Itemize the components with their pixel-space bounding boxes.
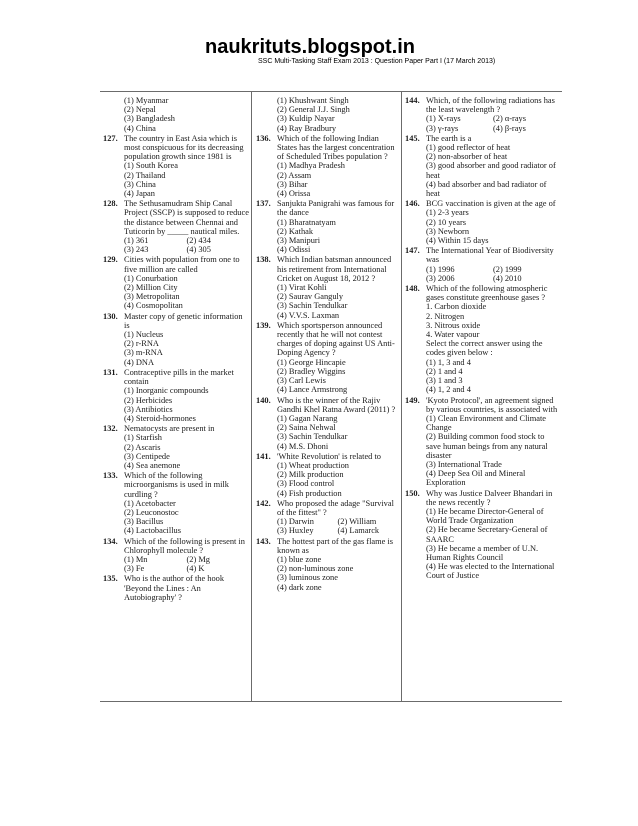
answer-option: (3) Sachin Tendulkar: [277, 301, 348, 311]
option-list: [405, 114, 560, 132]
answer-option: (3) Metropolitan: [124, 292, 180, 302]
answer-option: (1) Inorganic compounds: [124, 386, 209, 396]
question-block: [405, 284, 560, 394]
answer-option: (2) Assam: [277, 170, 312, 180]
question-head: [405, 396, 560, 414]
answer-option: (2) non-absorber of heat: [426, 152, 508, 162]
answer-option: (1) Clean Environment and Climate Change: [426, 413, 547, 433]
question-head: [103, 199, 249, 236]
answer-option: (3) 2006: [426, 273, 455, 283]
answer-option: (3) m-RNA: [124, 348, 163, 358]
select-instruction: Select the correct answer using the codes given below :: [426, 339, 543, 358]
question-block: [256, 255, 398, 319]
answer-option: 3. Nitrous oxide: [426, 320, 481, 330]
question-block: [256, 199, 398, 254]
answer-option: (3) Huxley: [277, 526, 314, 536]
option-list: [256, 517, 398, 535]
question-block: [256, 452, 398, 498]
answer-option: (2) Bradley Wiggins: [277, 366, 346, 376]
question-head: [405, 489, 560, 507]
answer-option: (1) Wheat production: [277, 460, 349, 470]
answer-option: (4) Cosmopolitan: [124, 301, 183, 311]
question-text: Who is the winner of the Rajiv Gandhi Khel Ratna Award (2011) ?: [277, 395, 396, 414]
option-list: [103, 499, 249, 536]
question-head: [256, 199, 398, 217]
question-number: 150.: [405, 488, 420, 498]
answer-option: (3) Flood control: [277, 479, 335, 489]
answer-option: (3) Bacillus: [124, 517, 164, 527]
answer-option: (2) non-luminous zone: [277, 564, 354, 574]
option-list: [103, 433, 249, 470]
answer-option: (3) He became a member of U.N. Human Rights Council: [426, 543, 539, 562]
option-list: [405, 143, 560, 198]
question-block: [103, 134, 249, 198]
answer-option: (4) dark zone: [277, 582, 322, 592]
question-block: [256, 96, 398, 133]
answer-option: (3) Fe: [124, 564, 145, 574]
option-row: [277, 517, 398, 526]
answer-option: (2) r-RNA: [124, 339, 159, 349]
answer-option: (1) blue zone: [277, 554, 322, 564]
question-number: 132.: [103, 424, 118, 434]
question-text: Which, of the following radiations has the least wavelength ?: [426, 96, 555, 115]
question-text: Master copy of genetic information is: [124, 311, 243, 330]
answer-option: (1) Bharatnatyam: [277, 217, 336, 227]
option-row: [124, 236, 249, 245]
option-list: [405, 302, 560, 339]
answer-option: (3) Carl Lewis: [277, 376, 326, 386]
answer-option: (2) Kathak: [277, 226, 314, 236]
question-head: [256, 134, 398, 162]
option-list: [103, 161, 249, 198]
answer-option: (4) Within 15 days: [426, 236, 489, 246]
option-list: [405, 208, 560, 245]
answer-option: 4. Water vapour: [426, 330, 480, 340]
answer-option: (1) Myanmar: [124, 96, 169, 105]
answer-option: (4) bad absorber and bad radiator of heat: [426, 179, 547, 199]
question-number: 136.: [256, 133, 271, 143]
option-list: [103, 555, 249, 573]
option-row: [124, 245, 249, 254]
question-text: The International Year of Biodiversity was: [426, 246, 554, 265]
question-number: 146.: [405, 199, 420, 209]
answer-option: (1) He became Director-General of World Trade Organization: [426, 506, 544, 526]
question-head: [256, 396, 398, 414]
answer-option: (4) Fish production: [277, 488, 342, 498]
answer-option: (4) M.S. Dhoni: [277, 441, 329, 451]
answer-option: (4) β-rays: [493, 123, 526, 133]
question-text: Sanjukta Panigrahi was famous for the dance: [277, 199, 395, 218]
question-number: 142.: [256, 498, 271, 508]
question-block: [405, 96, 560, 133]
answer-option: (3) γ-rays: [426, 123, 459, 133]
option-row: [277, 526, 398, 535]
option-list: [256, 414, 398, 451]
question-number: 130.: [103, 311, 118, 321]
question-text: BCG vaccination is given at the age of: [426, 199, 556, 209]
answer-code-list: [405, 358, 560, 395]
answer-option: (1) Gagan Narang: [277, 413, 338, 423]
question-text: Who proposed the adage "Survival of the fittest" ?: [277, 498, 394, 517]
answer-option: (4) Odissi: [277, 245, 311, 255]
answer-option: (1) George Hincapie: [277, 357, 346, 367]
answer-option: 1. Carbon dioxide: [426, 302, 487, 312]
answer-option: (1) 1996: [426, 264, 455, 274]
answer-option: (4) Japan: [124, 189, 155, 199]
question-head: [256, 499, 398, 517]
answer-option: (1) 361: [124, 236, 149, 246]
question-block: [256, 321, 398, 395]
question-text: Which of the following Indian States has the largest concentration of Scheduled Tribes population ?: [277, 133, 395, 162]
answer-option: (2) 1 and 4: [426, 366, 463, 376]
answer-option: (3) Sachin Tendulkar: [277, 432, 348, 442]
question-block: [103, 199, 249, 254]
answer-option: (3) Newborn: [426, 226, 470, 236]
question-number: 137.: [256, 199, 271, 209]
question-block: [405, 489, 560, 581]
question-block: [103, 537, 249, 574]
question-text: 'White Revolution' is related to: [277, 451, 381, 461]
question-head: [103, 574, 249, 602]
exam-subtitle: SSC Multi-Tasking Staff Exam 2013 : Question Paper Part I (17 March 2013): [258, 58, 496, 65]
answer-option: (4) 2010: [493, 273, 522, 283]
question-number: 129.: [103, 255, 118, 265]
question-head: [103, 368, 249, 386]
option-list: [103, 386, 249, 423]
question-text: The hottest part of the gas flame is known as: [277, 536, 394, 555]
question-block: [256, 499, 398, 536]
question-text: The country in East Asia which is most conspicuous for its decreasing population growth since 1981 is: [124, 133, 244, 162]
question-number: 135.: [103, 574, 118, 584]
question-number: 144.: [405, 96, 420, 105]
question-block: [405, 396, 560, 488]
question-head: [256, 255, 398, 283]
answer-option: (2) Leuconostoc: [124, 507, 179, 517]
question-number: 143.: [256, 536, 271, 546]
answer-option: 2. Nitrogen: [426, 311, 465, 321]
answer-option: (2) General J.J. Singh: [277, 105, 350, 115]
answer-option: (3) 243: [124, 245, 149, 255]
question-head: [256, 537, 398, 555]
question-number: 148.: [405, 284, 420, 294]
answer-option: (3) 1 and 3: [426, 376, 463, 386]
answer-option: (4) Lactobacillus: [124, 526, 181, 536]
question-block: [103, 574, 249, 602]
answer-option: (2) William: [337, 517, 377, 527]
question-block: [405, 199, 560, 245]
option-list: [256, 283, 398, 320]
site-title[interactable]: naukrituts.blogspot.in: [205, 36, 415, 58]
question-block: [256, 537, 398, 592]
question-number: 133.: [103, 471, 118, 481]
answer-option: (2) 1999: [493, 264, 522, 274]
option-list: [256, 96, 398, 133]
answer-option: (2) 434: [186, 236, 211, 246]
question-text: The earth is a: [426, 133, 472, 143]
column-one: [103, 96, 249, 603]
answer-option: (2) 10 years: [426, 217, 466, 227]
question-block: [103, 424, 249, 470]
question-block: [103, 96, 249, 133]
answer-option: (3) China: [124, 179, 156, 189]
option-row: [426, 114, 560, 123]
answer-option: (1) Nucleus: [124, 330, 164, 340]
question-head: [405, 246, 560, 264]
answer-option: (1) Conurbation: [124, 273, 178, 283]
option-row: [426, 265, 560, 274]
answer-option: (1) Acetobacter: [124, 498, 176, 508]
option-list: [256, 555, 398, 592]
answer-option: (4) 1, 2 and 4: [426, 385, 471, 395]
question-text: Why was Justice Dalveer Bhandari in the news recently ?: [426, 488, 553, 507]
answer-option: (2) α-rays: [493, 114, 526, 124]
answer-option: (4) Deep Sea Oil and Mineral Exploration: [426, 469, 526, 488]
question-text: The Sethusamudram Ship Canal Project (SSCP) is supposed to reduce the distance between Chennai and Tuticorin by _____ nautical miles.: [124, 199, 249, 236]
answer-option: (2) Nepal: [124, 105, 156, 115]
question-block: [103, 312, 249, 367]
question-text: Which of the following microorganisms is used in milk curdling ?: [124, 471, 229, 499]
answer-option: (2) Building common food stock to save human beings from any natural disaster: [426, 432, 548, 460]
question-number: 145.: [405, 133, 420, 143]
question-number: 134.: [103, 536, 118, 546]
question-block: [256, 396, 398, 451]
column-divider-left: [251, 91, 252, 701]
answer-option: (4) K: [186, 564, 205, 574]
question-text: Who is the author of the hook 'Beyond the Lines : An Autobiography' ?: [124, 574, 225, 602]
question-head: [405, 199, 560, 208]
answer-option: (4) Orissa: [277, 189, 311, 199]
option-list: [103, 330, 249, 367]
answer-option: (3) Bangladesh: [124, 114, 175, 124]
question-block: [256, 134, 398, 198]
answer-option: (2) Ascaris: [124, 442, 161, 452]
option-row: [124, 564, 249, 573]
answer-option: (1) Madhya Pradesh: [277, 161, 345, 171]
question-head: [405, 96, 560, 114]
answer-option: (4) Sea anemone: [124, 460, 181, 470]
question-text: Contraceptive pills in the market contain: [124, 367, 234, 387]
option-list: [405, 414, 560, 488]
answer-option: (4) 305: [186, 245, 211, 255]
answer-option: (2) Herbicides: [124, 395, 173, 405]
question-number: 140.: [256, 395, 271, 405]
option-list: [256, 218, 398, 255]
answer-option: (1) 1, 3 and 4: [426, 357, 471, 367]
answer-option: (1) South Korea: [124, 161, 178, 171]
column-divider-right: [401, 91, 402, 701]
question-head: [405, 284, 560, 302]
option-list: [256, 461, 398, 498]
question-number: 149.: [405, 395, 420, 405]
question-block: [405, 134, 560, 198]
answer-option: (4) He was elected to the International Court of Justice: [426, 562, 555, 581]
answer-option: (3) Manipuri: [277, 236, 321, 246]
answer-option: (1) X-rays: [426, 114, 461, 124]
question-text: Which of the following atmospheric gases constitute greenhouse gases ?: [426, 284, 548, 303]
answer-option: (3) Antibiotics: [124, 404, 173, 414]
answer-option: (2) Saina Nehwal: [277, 423, 336, 433]
answer-option: (4) Lamarck: [337, 526, 380, 536]
question-block: [103, 368, 249, 423]
option-list: [103, 274, 249, 311]
answer-option: (1) 2-3 years: [426, 208, 469, 218]
answer-option: (1) Darwin: [277, 517, 314, 527]
question-head: [256, 452, 398, 461]
answer-option: (2) Thailand: [124, 170, 166, 180]
option-list: [103, 96, 249, 133]
column-two: [256, 96, 398, 593]
question-head: [103, 471, 249, 499]
question-head: [103, 134, 249, 162]
option-list: [256, 358, 398, 395]
question-number: 128.: [103, 199, 118, 209]
question-head: [256, 321, 398, 358]
question-head: [103, 255, 249, 273]
answer-option: (3) luminous zone: [277, 573, 338, 583]
answer-option: (4) Lance Armstrong: [277, 385, 348, 395]
answer-option: (2) Milk production: [277, 470, 344, 480]
question-block: [103, 471, 249, 535]
answer-option: (4) China: [124, 123, 156, 133]
answer-option: (3) Kuldip Nayar: [277, 114, 335, 124]
question-number: 139.: [256, 320, 271, 330]
question-head: [103, 312, 249, 330]
question-text: Nematocysts are present in: [124, 424, 215, 434]
question-text: Which of the following is present in Chlorophyll molecule ?: [124, 536, 245, 555]
question-number: 147.: [405, 246, 420, 256]
option-row: [426, 124, 560, 133]
answer-option: (3) Centipede: [124, 451, 170, 461]
option-list: [103, 236, 249, 254]
answer-option: (1) Virat Kohli: [277, 283, 327, 293]
top-rule: [100, 91, 562, 92]
answer-option: (4) Ray Bradbury: [277, 123, 337, 133]
option-row: [426, 274, 560, 283]
question-number: 131.: [103, 367, 118, 377]
question-number: 141.: [256, 451, 271, 461]
answer-option: (4) DNA: [124, 357, 155, 367]
question-text: Cities with population from one to five million are called: [124, 255, 240, 274]
answer-option: (4) V.V.S. Laxman: [277, 310, 340, 320]
answer-option: (2) He became Secretary-General of SAARC: [426, 525, 548, 544]
question-head: [405, 134, 560, 143]
answer-option: (2) Million City: [124, 283, 178, 293]
answer-option: (2) Saurav Ganguly: [277, 292, 344, 302]
question-text: Which Indian batsman announced his retirement from International Cricket on August 18, 2012 ?: [277, 255, 392, 283]
answer-option: (4) Steroid-hormones: [124, 413, 196, 423]
answer-option: (1) good reflector of heat: [426, 143, 511, 153]
question-head: [103, 537, 249, 555]
question-block: [405, 246, 560, 283]
answer-option: (3) good absorber and good radiator of heat: [426, 161, 556, 180]
question-number: 127.: [103, 133, 118, 143]
answer-option: (3) Bihar: [277, 179, 308, 189]
option-row: [124, 555, 249, 564]
answer-option: (1) Mn: [124, 554, 148, 564]
answer-option: (1) Khushwant Singh: [277, 96, 349, 105]
bottom-rule: [100, 701, 562, 702]
question-text: Which sportsperson announced recently that he will not contest charges of doping against US Anti-Doping Agency ?: [277, 320, 395, 358]
question-head: [103, 424, 249, 433]
option-list: [405, 265, 560, 283]
answer-option: (1) Starfish: [124, 433, 162, 443]
question-number: 138.: [256, 255, 271, 265]
question-text: 'Kyoto Protocol', an agreement signed by various countries, is associated with: [426, 395, 558, 414]
answer-option: (2) Mg: [186, 554, 210, 564]
option-list: [256, 161, 398, 198]
column-three: [405, 96, 560, 582]
option-list: [405, 507, 560, 581]
answer-option: (3) International Trade: [426, 459, 502, 469]
question-block: [103, 255, 249, 310]
